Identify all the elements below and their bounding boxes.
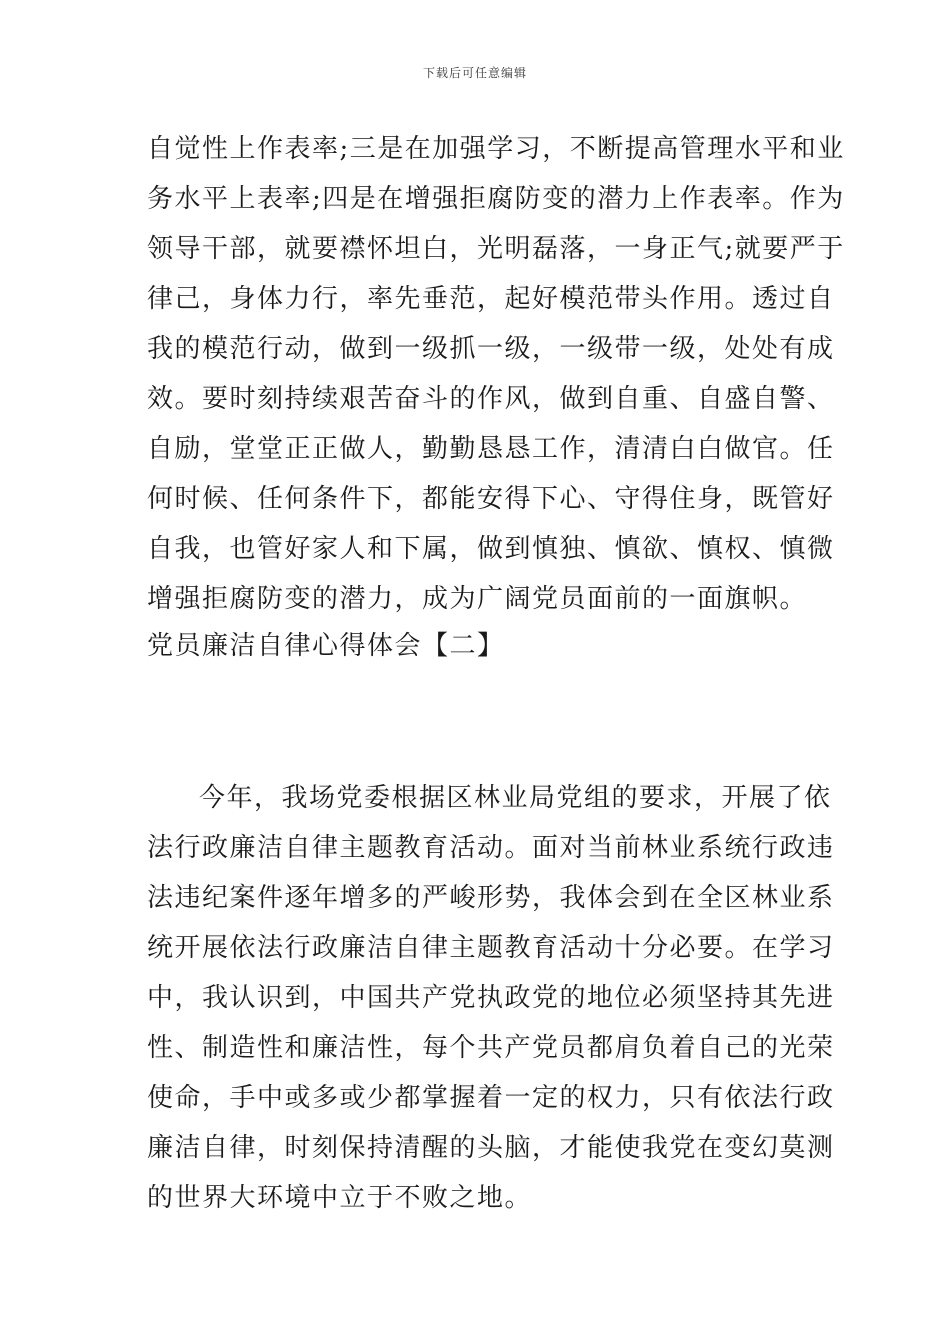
- text-line: 增强拒腐防变的潜力，成为广阔党员面前的一面旗帜。: [147, 584, 808, 614]
- text-line: 何时候、任何条件下，都能安得下心、守得住身，既管好: [147, 484, 835, 514]
- text-line: 廉洁自律，时刻保持清醒的头脑，才能使我党在变幻莫测: [147, 1133, 835, 1163]
- text-line: 法行政廉洁自律主题教育活动。面对当前林业系统行政违: [147, 833, 835, 863]
- paragraph-2: [147, 773, 835, 1223]
- text-line: 自我，也管好家人和下属，做到慎独、慎欲、慎权、慎微: [147, 534, 835, 564]
- text-line: 效。要时刻持续艰苦奋斗的作风，做到自重、自盛自警、: [147, 384, 835, 414]
- text-line: 自励，堂堂正正做人，勤勤恳恳工作，清清白白做官。任: [147, 434, 835, 464]
- paragraph-1: [147, 124, 845, 624]
- text-line: 务水平上表率;四是在增强拒腐防变的潜力上作表率。作为: [147, 184, 845, 214]
- text-line: 领导干部，就要襟怀坦白，光明磊落，一身正气;就要严于: [147, 234, 845, 264]
- text-line: 中，我认识到，中国共产党执政党的地位必须坚持其先进: [147, 983, 835, 1013]
- text-line: 自觉性上作表率;三是在加强学习，不断提高管理水平和业: [147, 134, 845, 164]
- text-line: 统开展依法行政廉洁自律主题教育活动十分必要。在学习: [147, 933, 835, 963]
- text-line: 今年，我场党委根据区林业局党组的要求，开展了依: [199, 783, 832, 813]
- page-header: 下载后可任意编辑: [422, 66, 527, 80]
- text-line: 性、制造性和廉洁性，每个共产党员都肩负着自己的光荣: [147, 1033, 835, 1063]
- text-line: 我的模范行动，做到一级抓一级，一级带一级，处处有成: [147, 334, 835, 364]
- text-line: 法违纪案件逐年增多的严峻形势，我体会到在全区林业系: [147, 883, 835, 913]
- text-line: 的世界大环境中立于不败之地。: [147, 1183, 533, 1213]
- text-line: 使命，手中或多或少都掌握着一定的权力，只有依法行政: [147, 1083, 835, 1113]
- section-heading: [147, 621, 807, 671]
- section-heading-text: 党员廉洁自律心得体会【二】: [147, 631, 505, 661]
- text-line: 律己，身体力行，率先垂范，起好模范带头作用。透过自: [147, 284, 835, 314]
